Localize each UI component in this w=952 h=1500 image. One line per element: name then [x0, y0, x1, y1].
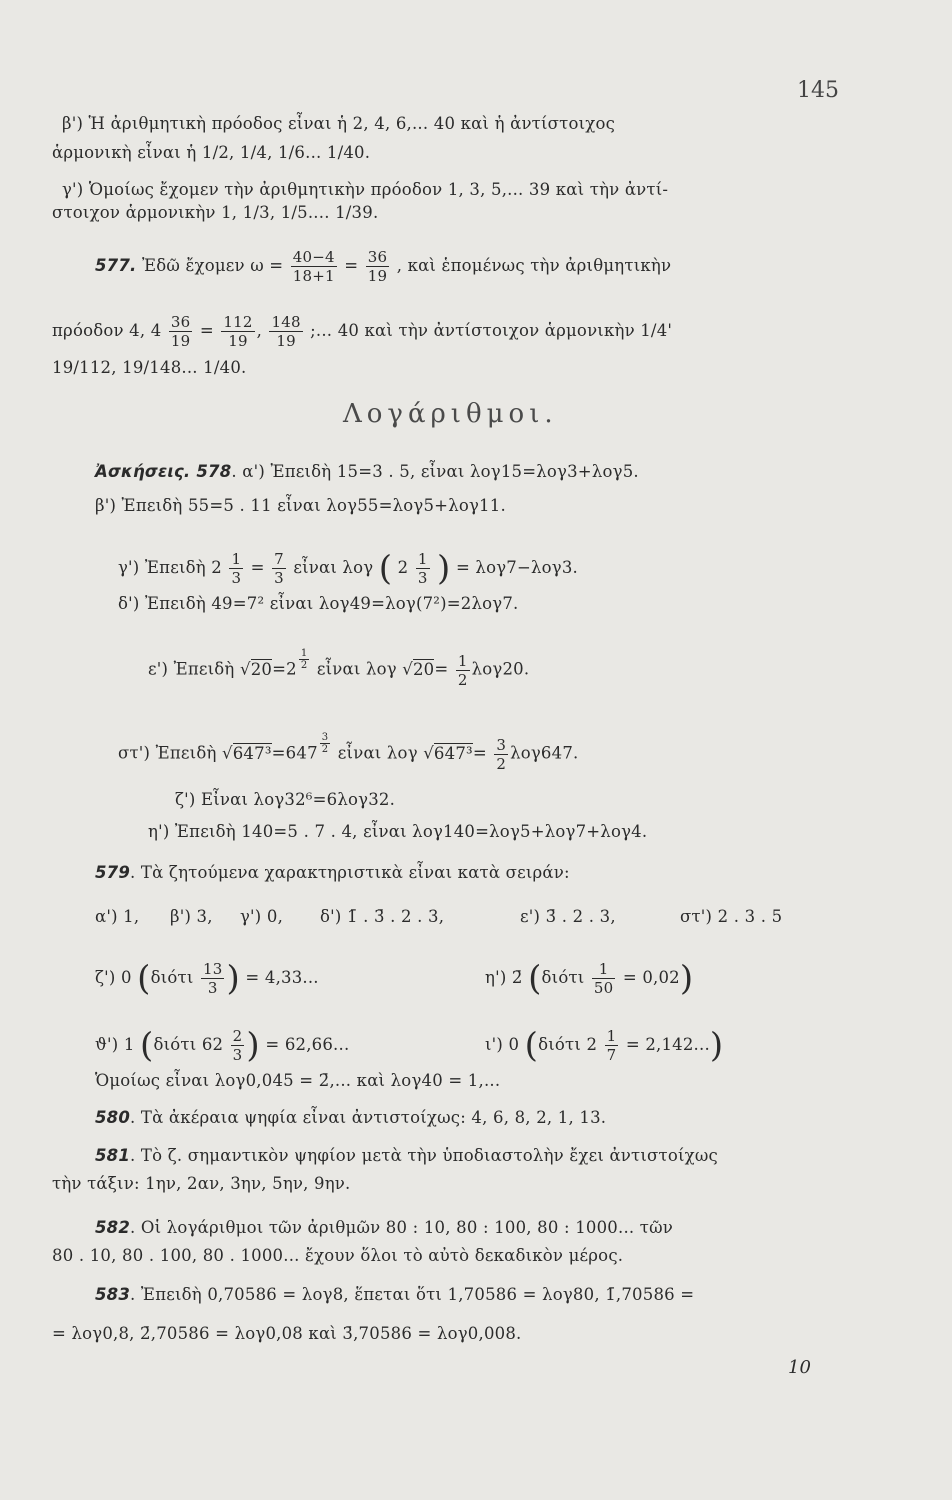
paren: ( [524, 1025, 539, 1066]
numerator: 13 [202, 960, 223, 978]
text: διότι [150, 968, 194, 987]
fraction [494, 736, 508, 773]
radicand: 20 [250, 659, 273, 679]
denominator: 3 [231, 569, 242, 587]
exercise-580 [95, 1108, 606, 1128]
text-line: β') Ἡ ἀριθμητικὴ πρόοδος εἶναι ἡ 2, 4, 6,... 40 καὶ ἡ ἀντίστοιχος [62, 114, 616, 133]
denominator: 50 [593, 979, 614, 997]
numerator: 1 [606, 1027, 617, 1045]
radicand: 647³ [232, 743, 272, 763]
fraction [456, 652, 470, 689]
paren: ( [378, 548, 393, 589]
text: διότι [541, 968, 585, 987]
paren: ( [137, 958, 151, 999]
exercise-582 [95, 1218, 673, 1238]
text-line: Ὁμοίως εἶναι λογ0,045 = 2̄,... καὶ λογ40 = 1,... [95, 1071, 501, 1090]
text-line: γ') Ὁμοίως ἔχομεν τὴν ἀριθμητικὴν πρόοδον 1, 3, 5,... 39 καὶ τὴν ἀντί- [62, 180, 669, 199]
denominator: 19 [367, 267, 388, 285]
denominator: 3 [207, 979, 218, 997]
numerator: 40−4 [292, 248, 335, 266]
paren: ) [246, 1025, 260, 1066]
denominator: 3 [417, 569, 428, 587]
text-line: 19/112, 19/148... 1/40. [52, 358, 247, 377]
paren: ) [437, 548, 451, 589]
radicand: 20 [412, 659, 435, 679]
text: στ') Ἐπειδὴ √ [118, 743, 233, 763]
text: πρόοδον 4, 4 [52, 321, 162, 340]
fraction [169, 313, 193, 350]
denominator: 19 [170, 332, 191, 350]
numerator: 1 [231, 550, 242, 568]
text-line: πρόοδον 4, 4 $\frac{36}{19}$ = $\frac{112}{19}$ , $\frac{148}{19}$ ;... 40 καὶ τὴν ἀντίστοιχον ἁρμονικὴν 1/4' [52, 313, 673, 350]
numerator: 3 [321, 732, 329, 743]
exercise-number: 579 [95, 863, 131, 882]
text: . Τὰ ζητούμενα χαρακτηριστικὰ εἶναι κατὰ σειράν: [130, 863, 570, 882]
text: ζ') 0 [95, 968, 132, 987]
text: =2 [272, 659, 297, 679]
math-line-gamma [118, 550, 578, 587]
text-line: δ') Ἐπειδὴ 49=7² εἶναι λογ49=λογ(7²)=2λογ7. [118, 594, 519, 613]
radicand: 647³ [433, 743, 473, 763]
numerator: 3 [496, 735, 507, 754]
section-heading: Λογάριθμοι. [343, 399, 558, 429]
text: = λογ7−λογ3. [455, 558, 578, 577]
exercise-number: 577. [95, 256, 137, 275]
text-line: ἁρμονικὴ εἶναι ἡ 1/2, 1/4, 1/6... 1/40. [52, 143, 371, 162]
numerator: 2 [232, 1027, 243, 1045]
text: =647 [271, 743, 318, 763]
denominator: 19 [228, 332, 248, 350]
math-line-epsilon [148, 648, 529, 689]
exercise-581 [95, 1146, 718, 1166]
text: = 0,02 [622, 968, 680, 987]
denominator: 3 [274, 569, 284, 587]
numerator: 36 [170, 313, 191, 331]
characteristic-item: στ') 2 . 3 . 5 [680, 907, 783, 926]
text: , καὶ ἑπομένως τὴν ἀριθμητικὴν [396, 256, 672, 275]
equals: = [250, 558, 265, 577]
fraction [291, 248, 337, 285]
text: εἶναι λογ √ [316, 659, 413, 679]
exercise-number: 581 [95, 1146, 131, 1165]
exponent-fraction [320, 732, 331, 755]
text: = 2,142... [625, 1035, 710, 1054]
exercise-number: Ἀσκήσεις. 578 [95, 462, 232, 481]
fraction [416, 550, 430, 587]
characteristic-item: ε') 3̄ . 2 . 3, [520, 907, 616, 926]
paren: ) [709, 1025, 724, 1066]
text-line: ζ') Εἶναι λογ32⁶=6λογ32. [175, 790, 396, 809]
denominator: 2 [496, 754, 507, 773]
numerator: 1 [300, 648, 308, 659]
exercise-579 [95, 863, 570, 883]
text: εἶναι λογ √ [337, 743, 434, 763]
text: = 62,66... [265, 1035, 350, 1054]
text: εἶναι λογ [293, 558, 374, 577]
fraction [605, 1027, 619, 1064]
characteristic-item: δ') 1̄ . 3̄ . 2 . 3, [320, 907, 445, 926]
equals: = [344, 256, 359, 275]
denominator: 3 [232, 1046, 243, 1064]
fraction [269, 313, 302, 350]
text: διότι 2 [538, 1035, 598, 1054]
numerator: 7 [274, 550, 284, 568]
characteristic-item [485, 1027, 723, 1064]
text: ϑ') 1 [95, 1035, 135, 1054]
exponent-fraction [299, 648, 310, 671]
characteristic-item: γ') 0, [240, 907, 284, 926]
text-line: β') Ἐπειδὴ 55=5 . 11 εἶναι λογ55=λογ5+λογ11. [95, 496, 506, 515]
numerator: 112 [223, 313, 253, 331]
characteristic-item [485, 960, 693, 997]
characteristic-item [95, 1027, 349, 1064]
text: Ἐδῶ ἔχομεν ω = [141, 256, 284, 275]
equals: = [472, 743, 487, 763]
text-line: = λογ0,8, 2̄,70586 = λογ0,08 καὶ 3̄,70586 = λογ0,008. [52, 1324, 522, 1343]
paren: ( [139, 1025, 154, 1066]
numerator: 148 [271, 313, 301, 331]
equals: = [434, 659, 449, 679]
signature-mark: 10 [788, 1357, 811, 1378]
text: . Τὰ ἀκέραια ψηφία εἶναι ἀντιστοίχως: 4, 6, 8, 2, 1, 13. [130, 1108, 607, 1127]
text: . Οἱ λογάριθμοι τῶν ἀριθμῶν 80 : 10, 80 : 100, 80 : 1000... τῶν [130, 1218, 673, 1237]
text: διότι 62 [153, 1035, 224, 1054]
denominator: 2 [300, 660, 308, 671]
page-number: 145 [797, 78, 839, 103]
text: γ') Ἐπειδὴ 2 [118, 558, 222, 577]
text: . α') Ἐπειδὴ 15=3 . 5, εἶναι λογ15=λογ3+λογ5. [231, 462, 639, 481]
fraction [231, 1027, 245, 1064]
numerator: 1 [457, 651, 468, 670]
text: 2 [397, 558, 409, 577]
fraction [366, 248, 390, 285]
numerator: 1 [417, 550, 428, 568]
characteristic-item: β') 3, [170, 907, 213, 926]
characteristic-item: α') 1, [95, 907, 140, 926]
paren: ( [528, 958, 542, 999]
text-line: τὴν τάξιν: 1ην, 2αν, 3ην, 5ην, 9ην. [52, 1174, 351, 1193]
denominator: 2 [457, 670, 468, 689]
text: ε') Ἐπειδὴ √ [148, 659, 251, 679]
text: ι') 0 [485, 1035, 520, 1054]
math-line-stigma [118, 732, 578, 773]
exercise-577 [95, 248, 671, 285]
exercise-number: 583 [95, 1285, 131, 1304]
text: λογ20. [471, 659, 530, 679]
fraction [201, 960, 225, 997]
exercise-578 [95, 462, 639, 482]
equals: = [199, 321, 214, 340]
text: η') 2̄ [485, 968, 523, 987]
fraction [221, 313, 254, 350]
fraction [592, 960, 616, 997]
paren: ) [226, 958, 240, 999]
exercise-583 [95, 1285, 694, 1305]
text-line: η') Ἐπειδὴ 140=5 . 7 . 4, εἶναι λογ140=λογ5+λογ7+λογ4. [148, 822, 648, 841]
text: . Ἐπειδὴ 0,70586 = λογ8, ἕπεται ὅτι 1,70586 = λογ80, 1̄,70586 = [130, 1285, 695, 1304]
paren: ) [679, 958, 694, 999]
denominator: 7 [606, 1046, 617, 1064]
numerator: 1 [592, 960, 616, 979]
text: = 4,33... [245, 968, 319, 987]
fraction [229, 550, 243, 587]
characteristic-item [95, 960, 319, 997]
text-line: στοιχον ἁρμονικὴν 1, 1/3, 1/5.... 1/39. [52, 203, 379, 222]
denominator: 18+1 [292, 267, 335, 285]
exercise-number: 582 [95, 1218, 131, 1237]
text: . Τὸ ζ. σημαντικὸν ψηφίον μετὰ τὴν ὑποδιαστολὴν ἔχει ἀντιστοίχως [130, 1146, 718, 1165]
denominator: 2 [321, 744, 329, 755]
denominator: 19 [276, 332, 296, 350]
text: ;... 40 καὶ τὴν ἀντίστοιχον ἁρμονικὴν 1/4' [310, 321, 673, 340]
numerator: 36 [367, 248, 388, 266]
text-line: 80 . 10, 80 . 100, 80 . 1000... ἔχουν ὅλοι τὸ αὐτὸ δεκαδικὸν μέρος. [52, 1246, 624, 1265]
fraction [272, 550, 286, 587]
text: λογ647. [510, 743, 579, 763]
exercise-number: 580 [95, 1108, 131, 1127]
